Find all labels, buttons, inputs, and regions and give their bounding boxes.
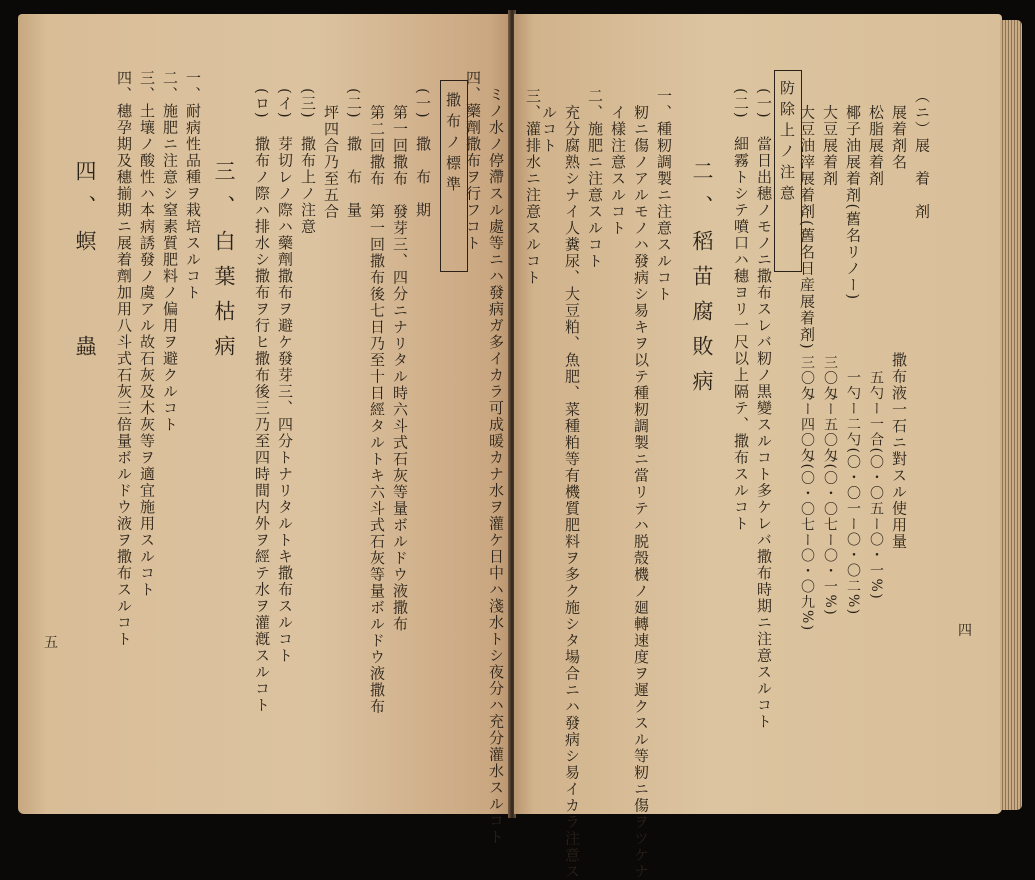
right-body-1: 一、種籾調製ニ注意スルコト xyxy=(655,88,673,303)
right-col-agent-1: 松脂展着剤 xyxy=(867,88,885,187)
right-amounts-header: 撒布液一石ニ對スル使用量 xyxy=(890,352,908,550)
right-body-5: 充分腐熟シナイ人糞尿、大豆粕、魚肥、菜種粕等有機質肥料ヲ多ク施シタ場合ニハ發病シ易イカラ注意ス xyxy=(563,88,581,880)
right-note-1: (一) 當日出穗ノモノニ撒布スレバ籾ノ黒變スルコト多ケレバ撒布時期ニ注意スルコト xyxy=(755,88,773,730)
right-section-heading: 二、稻苗腐敗病 xyxy=(690,160,714,405)
left-body-3: 三、土壤ノ酸性ハ本病誘發ノ虞アル故石灰及木灰等ヲ適宜施用スルコト xyxy=(138,70,156,598)
left-continuation-2: 四、藥劑撒布ヲ行フコト xyxy=(464,70,482,252)
right-body-3: イ樣注意スルコト xyxy=(609,88,627,237)
left-body-1: 一、耐病性品種ヲ栽培スルコト xyxy=(184,70,202,301)
left-schedule-7: (イ) 芽切レノ際ハ藥劑撒布ヲ避ケ發芽三、四分トナリタルトキ撒布スルコト xyxy=(276,88,294,664)
left-body-4: 四、穗孕期及穗揃期ニ展着劑加用八斗式石灰三倍量ボルドウ液ヲ撒布スルコト xyxy=(115,70,133,648)
right-col-agent-3: 大豆展着剤 xyxy=(821,88,839,187)
right-body-6: ルコト xyxy=(540,88,558,154)
left-section-heading: 三、白葉枯病 xyxy=(212,160,236,370)
left-page-number: 五 xyxy=(44,635,58,651)
right-note-2: (二) 細霧トシテ噴口ハ穗ヨリ一尺以上隔テ、撒布スルコト xyxy=(732,88,750,532)
page-edges xyxy=(1000,20,1022,810)
right-col-agent-2: 椰子油展着剤(舊名リノー) xyxy=(844,88,862,301)
left-schedule-4: (二) 撒 布 量 xyxy=(345,88,363,219)
left-body-2: 二、施肥ニ注意シ窒素質肥料ノ偏用ヲ避クルコト xyxy=(161,70,179,433)
left-schedule-2: 第一回撒布 發芽三、四分ニナリタル時六斗式石灰等量ボルドウ液撒布 xyxy=(391,88,409,633)
left-schedule-3: 第二回撒布 第一回撒布後七日乃至十日經タルトキ六斗式石灰等量ボルドウ液撒布 xyxy=(368,88,386,715)
right-col-agent-name-header: 展着剤名 xyxy=(890,88,908,171)
right-col-spray-agent-heading: （ニ）展 着 剤 xyxy=(913,88,931,220)
right-boxed-heading: 防除上ノ注意 xyxy=(778,80,796,206)
right-amount-4: 三〇匁ー四〇匁(〇・〇七ー〇・〇九%) xyxy=(799,355,815,632)
left-boxed-heading: 撒布ノ標準 xyxy=(444,92,462,197)
left-schedule-8: (ロ) 撒布ノ際ハ排水シ撒布ヲ行ヒ撒布後三乃至四時間内外ヲ經テ水ヲ灌漑スルコト xyxy=(253,88,271,714)
right-page-number: 四 xyxy=(958,623,972,639)
left-schedule-1: (一) 撒 布 期 xyxy=(414,88,432,219)
right-body-7: 三、灌排水ニ注意スルコト xyxy=(524,88,542,286)
right-body-2: 籾ニ傷ノアルモノハ發病シ易キヲ以テ種籾調製ニ當リテハ脱殼機ノ廻轉速度ヲ遲クスル等籾ニ傷ヲツケナ xyxy=(632,88,650,880)
right-col-agent-4: 大豆油滓展着剤(舊名日産展着剤) xyxy=(798,88,816,351)
left-continuation-1: ミノ水ノ停滯スル處等ニハ發病ガ多イカラ可成暖カナ水ヲ灌ケ日中ハ淺水トシ夜分ハ充分灌水スルコト xyxy=(487,70,505,846)
left-schedule-5: 坪四合乃至五合 xyxy=(322,88,340,220)
right-amount-1: 五勺ー一合(〇・〇五ー〇・一%) xyxy=(868,370,884,601)
left-schedule-6: (三) 撒布上ノ注意 xyxy=(299,88,317,235)
right-amount-2: 一勺ー二勺(〇・〇一ー〇・〇二%) xyxy=(845,370,861,616)
left-next-heading: 四、螟 蟲 xyxy=(73,160,97,370)
right-amount-3: 三〇匁ー五〇匁(〇・〇七ー〇・一%) xyxy=(822,355,838,617)
right-body-4: 二、施肥ニ注意スルコト xyxy=(586,88,604,270)
